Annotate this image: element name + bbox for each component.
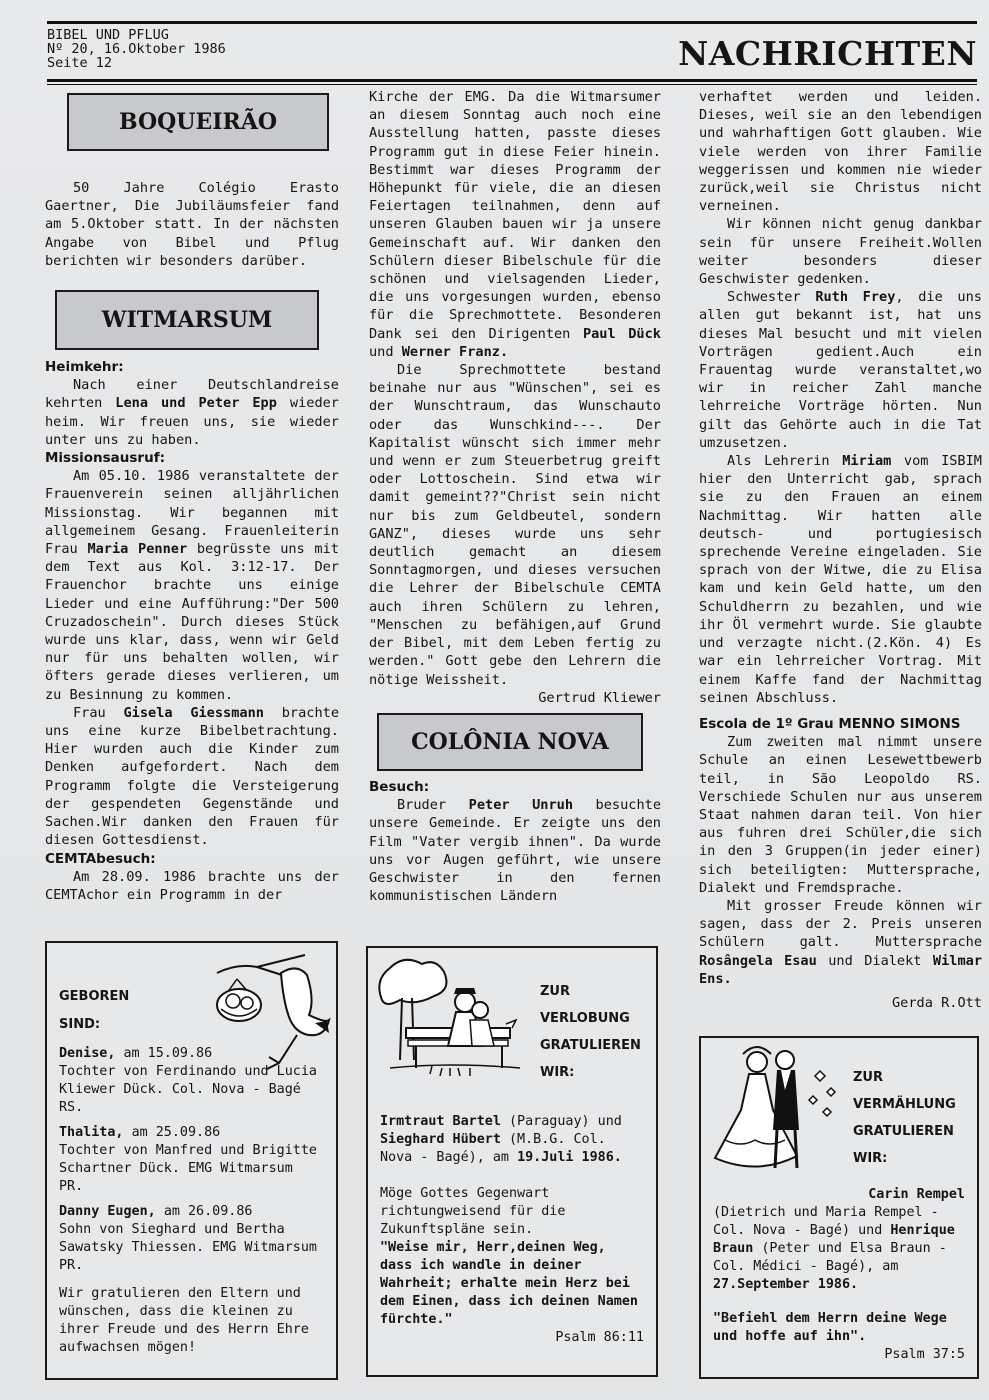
cemta-subheading: CEMTAbesuch: [45,850,156,867]
freiheit-text: Wir können nicht genug dankbar sein für unsere Freiheit.Wollen weiter besonders dieser Geschwister gedenken. [699,216,982,288]
column-left [45,88,339,904]
birth-1-name: Denise, am 15.09.86 [59,1046,213,1061]
header-rule-thin [47,84,977,85]
page-number: Seite 12 [47,55,113,71]
engagement-heading-2: VERLOBUNG [540,1011,630,1026]
births-header [59,979,324,1035]
birth-3-name: Danny Eugen, am 26.09.86 [59,1204,253,1219]
engagement-verse-ref: Psalm 86:11 [555,1330,644,1345]
wedding-bride: Carin Rempel [868,1187,965,1202]
birth-1-text: Tochter von Ferdinando und Lucia Kliewer Dück. Col. Nova - Bagé RS. [59,1064,317,1115]
engagement-verse: "Weise mir, Herr,deinen Weg, dass ich wandle in deiner Wahrheit; erhalte mein Herz bei dem Einen, dass ich deinen Namen fürchte." [380,1240,638,1327]
author-signature: Gertrud Kliewer [538,689,661,706]
besuch-subheading: Besuch: [369,778,430,795]
wedding-heading-3: GRATULIEREN [853,1124,954,1139]
engagement-header [540,978,644,1086]
births-closing: Wir gratulieren den Eltern und wünschen, dass die kleinen zu ihrer Freude und des Herrn Ehre aufwachsen mögen! [59,1286,309,1355]
miriam-text: Als Lehrerin Miriam vom ISBIM hier den Unterricht gab, sprach sie zu den Frauen an einem Nachmittag. Wir hatten alle deutsch- und portugiesisch sprechende Vereine eingeladen. Sie sprach von der Witwe, die zu Elisa kam und kein Geld hatte, um den Schuldherrn zu bezahlen, und wie ihr Öl vermehrt wurde. Sie glaubte und verzagte nicht.(2.Kön. 4) Es war ein lehrreicher Vortrag. Mit einem Kaffe fand der Nachmittag seinen Abschluss. [699,453,982,706]
publication-name: BIBEL UND PFLUG [47,27,169,43]
births-list [59,1045,324,1357]
column-right [699,88,982,1012]
ruth-frey-text: Schwester Ruth Frey, die uns allen gut bekannt ist, hat uns dieses Mal besucht und mit vielen Vorträgen gedient.Auch ein Frauentag wurde veranstaltet,wo wir in reicher Zahl manche lehrreiche Vorträge hörten. Nun gilt das Gehörte auch in die Tat umzusetzen. [699,289,982,451]
wedding-verse-ref: Psalm 37:5 [884,1347,965,1362]
issue-date: Nº 20, 16.Oktober 1986 [47,41,226,57]
witmarsum-heading: WITMARSUM [55,290,319,350]
engagement-wish: Möge Gottes Gegenwart richtungweisend für die Zukunftspläne sein. [380,1186,566,1237]
issue-meta [47,28,226,70]
births-announcement [45,941,338,1380]
cemta-continued: Kirche der EMG. Da die Witmarsumer an diesem Sonntag auch noch eine Ausstellung hatten, passte dieses Programm gut in diese Feier hinein. Bestimmt war dieses Programm der Höhepunkt für viele, die an diesen Feiertagen teilnahmen, denn auf unseren Glauben bauen wir ja unsere Gemeinschaft auf. Wir danken den Schülern dieser Bibelschule für die schönen und vielsagenden Lieder, die uns vorgesungen wurden, ebenso für die Sprechmottete. Besonderen Dank sei den Dirigenten Paul Dück und Werner Franz. [369,89,661,360]
giessmann-text: Frau Gisela Giessmann brachte uns eine kurze Bibelbetrachtung. Hier wurden auch die Kinder zum Denken aufgefordert. Nach dem Programm folgte die Versteigerung der gespendeten Gegenstände und Sachen.Wir danken den Frauen für diesen Gottesdienst. [45,704,340,849]
colonia-nova-heading: COLÔNIA NOVA [377,713,643,771]
birth-3-text: Sohn von Sieghard und Bertha Sawatsky Thiessen. EMG Witmarsum PR. [59,1222,317,1273]
engagement-announcement [366,946,658,1377]
engagement-heading-1: ZUR [540,984,570,999]
bench-couple-illustration [370,950,530,1105]
missionsausruf-text: Am 05.10. 1986 veranstaltete der Frauenverein seinen alljährlichen Missionstag. Wir begannen mit allgemeinem Gesang. Frauenleiterin Frau Maria Penner begrüsste uns mit dem Text aus Kol. 3:12-17. Der Frauenchor brachte uns einige Lieder und eine Aufführung:"Der 500 Cruzadoschein". Durch dieses Stück wurde uns klar, dass, wenn wir Geld nur für uns behalten wollen, wir öfters gerade dieses verlieren, um zu Besinnung zu kommen. [45,468,339,703]
verfolgung-text: verhaftet werden und leiden. Dieses, weil sie an den lebendigen und wahrhaftigen Gott glauben. Wie viele werden von ihrer Familie weggerissen und kommen nie wieder zurück,weil sie Christus nicht verneinen. [699,89,982,215]
birth-2-name: Thalita, am 25.09.86 [59,1125,221,1140]
header-rule [47,79,977,82]
cemta-text: Am 28.09. 1986 brachte uns der CEMTAchor ein Programm in der [45,868,339,903]
column-middle [369,88,661,905]
sprechmottete-text: Die Sprechmottete bestand beinahe nur aus "Wünschen", sei es der Wunschtraum, das Wunschauto oder das Wunschkind---. Der Kapitalist wünscht sich immer mehr und wenn er zum Steuerbetrug greift oder Lottoschein. Sind etwa wir damit gemeint??"Christ sein nicht nur bis zum Geldbeutel, sondern GANZ", dieses wurde uns sehr deutlich gemacht an diesem Sonntagmorgen, und dieses versuchen die Lehrer der Bibelschule CEMTA auch ihren Schülern zu lehren, "Menschen zu befähigen,auf Grund der Bibel, mit dem Leben fertig zu werden." Gott gebe den Lehrern die nötige Weissheit. [369,362,661,688]
besuch-text: Bruder Peter Unruh besuchte unsere Gemeinde. Er zeigte uns den Film "Vater vergib ihnen". Da wurde uns vor Augen geführt, wie unsere Geschwister in den fernen kommunistischen Ländern [369,797,662,905]
births-heading-1: GEBOREN [59,989,130,1004]
missionsausruf-subheading: Missionsausruf: [45,450,165,467]
wedding-heading-2: VERMÄHLUNG [853,1097,956,1112]
boqueirao-text: 50 Jahre Colégio Erasto Gaertner, Die Jubiläumsfeier fand am 5.Oktober statt. In der nächsten Angabe von Bibel und Pflug berichten wir besonders darüber. [45,180,339,269]
wedding-names: (Dietrich und Maria Rempel - Col. Nova - Bagé) und Henrique Braun (Peter und Elsa Braun - Col. Médici - Bagé), am 27.September 1986. [713,1205,955,1292]
section-title: NACHRICHTEN [678,34,977,73]
wedding-verse: "Befiehl dem Herrn deine Wege und hoffe auf ihn". [713,1311,947,1344]
wedding-couple-illustration [705,1040,845,1185]
lesewettbewerb-text: Zum zweiten mal nimmt unsere Schule an einen Lesewettbewerb teil, in São Leopoldo RS. Verschiede Schulen nur aus unserem Staat nahmen daran teil. Von hier aus fuhren drei Schüler,die sich in den 3 Gruppen(in jeder einer) sich beteiligten: Muttersprache, Dialekt und Fremdsprache. [699,734,982,896]
menno-simons-subheading: Escola de 1º Grau MENNO SIMONS [699,715,961,732]
engagement-body [380,1113,644,1347]
heimkehr-text: Nach einer Deutschlandreise kehrten Lena und Peter Epp wieder heim. Wir freuen uns, sie wieder unter uns zu haben. [45,377,339,448]
header-top-rule [47,21,977,24]
engagement-heading-3: GRATULIEREN [540,1038,641,1053]
boqueirao-heading: BOQUEIRÃO [67,93,329,151]
wedding-heading-4: WIR: [853,1151,888,1166]
engagement-names: Irmtraut Bartel (Paraguay) und Sieghard Hübert (M.B.G. Col. Nova - Bagé), am 19.Juli 1986. [380,1114,622,1165]
preis-text: Mit grosser Freude können wir sagen, dass der 2. Preis unseren Schülern galt. Muttersprache Rosângela Esau und Dialekt Wilmar Ens. [699,897,983,987]
wedding-body [713,1186,965,1364]
wedding-announcement [699,1036,979,1379]
births-heading-2: SIND: [59,1017,101,1032]
heimkehr-subheading: Heimkehr: [45,359,124,376]
page-header [47,28,977,80]
wedding-heading-1: ZUR [853,1070,883,1085]
engagement-heading-4: WIR: [540,1065,575,1080]
wedding-header [853,1064,965,1172]
author-signature-ott: Gerda R.Ott [891,994,982,1011]
birth-2-text: Tochter von Manfred und Brigitte Schartner Dück. EMG Witmarsum PR. [59,1143,317,1194]
